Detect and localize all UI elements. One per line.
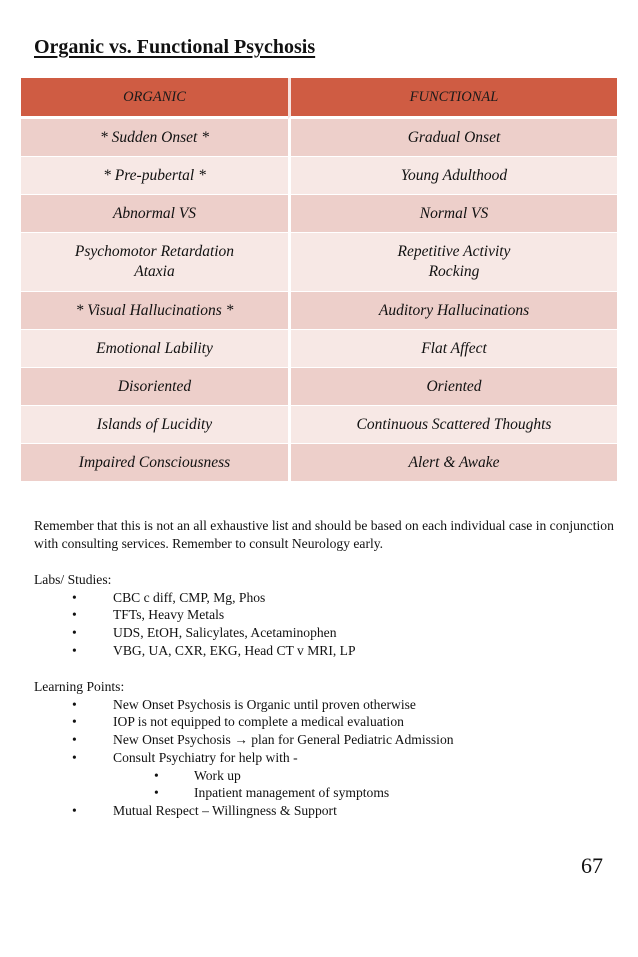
list-item-text: UDS, EtOH, Salicylates, Acetaminophen (113, 625, 337, 641)
list-item (34, 749, 454, 767)
table-header-row (21, 78, 617, 119)
table-row (21, 406, 617, 444)
functional-cell: Flat Affect (288, 330, 617, 368)
table-row (21, 368, 617, 406)
list-item (34, 713, 454, 731)
table-row (21, 444, 617, 482)
bullet-icon: • (72, 696, 77, 712)
learning-points-list-end (34, 802, 454, 820)
functional-cell: Continuous Scattered Thoughts (288, 406, 617, 444)
functional-cell: Alert & Awake (288, 444, 617, 482)
functional-cell (288, 233, 617, 292)
table-row (21, 157, 617, 195)
organic-cell: * Visual Hallucinations * (21, 292, 288, 330)
organic-cell: Impaired Consciousness (21, 444, 288, 482)
functional-cell: Oriented (288, 368, 617, 406)
list-item (34, 802, 454, 820)
list-item-text: CBC c diff, CMP, Mg, Phos (113, 589, 266, 605)
list-item-text: Mutual Respect – Willingness & Support (113, 802, 337, 818)
list-item-text: TFTs, Heavy Metals (113, 607, 225, 623)
table-row (21, 330, 617, 368)
table-row (21, 195, 617, 233)
column-header-organic: ORGANIC (21, 78, 288, 119)
list-item-text: Consult Psychiatry for help with - (113, 749, 298, 765)
list-item (34, 624, 356, 642)
list-item-text: VBG, UA, CXR, EKG, Head CT v MRI, LP (113, 642, 356, 658)
list-item (34, 784, 454, 802)
list-item (34, 767, 454, 785)
list-item (34, 696, 454, 714)
organic-cell-line: Ataxia (134, 263, 175, 280)
list-item-text: IOP is not equipped to complete a medical evaluation (113, 714, 404, 730)
organic-cell (21, 233, 288, 292)
bullet-icon: • (154, 767, 159, 783)
organic-cell: * Pre-pubertal * (21, 157, 288, 195)
bullet-icon: • (72, 642, 77, 658)
organic-cell: Emotional Lability (21, 330, 288, 368)
list-item-text: Work up (194, 767, 241, 783)
labs-heading: Labs/ Studies: (34, 572, 112, 587)
learning-points-sublist (34, 767, 454, 802)
list-item (34, 642, 356, 660)
functional-cell: Normal VS (288, 195, 617, 233)
page-title: Organic vs. Functional Psychosis (34, 36, 316, 58)
functional-cell: Young Adulthood (288, 157, 617, 195)
bullet-icon: • (72, 714, 77, 730)
table-row (21, 233, 617, 292)
list-item-text: New Onset Psychosis is Organic until proven otherwise (113, 696, 416, 712)
learning-points-heading: Learning Points: (34, 679, 125, 694)
list-item (34, 589, 356, 607)
organic-cell: * Sudden Onset * (21, 119, 288, 157)
bullet-icon: • (72, 607, 77, 623)
list-item-text: Inpatient management of symptoms (194, 785, 390, 801)
learning-points-section (34, 678, 454, 820)
functional-cell-line: Rocking (428, 263, 480, 280)
list-item (34, 731, 454, 749)
list-item (34, 606, 356, 624)
bullet-icon: • (72, 589, 77, 605)
functional-cell: Auditory Hallucinations (288, 292, 617, 330)
list-item-text: New Onset Psychosis → plan for General Pediatric Admission (113, 732, 454, 748)
bullet-icon: • (72, 802, 77, 818)
organic-cell: Islands of Lucidity (21, 406, 288, 444)
bullet-icon: • (72, 749, 77, 765)
labs-section (34, 571, 356, 660)
bullet-icon: • (72, 625, 77, 641)
table-row (21, 292, 617, 330)
functional-cell-line: Repetitive Activity (397, 243, 511, 260)
labs-list (34, 589, 356, 660)
comparison-table (21, 78, 617, 482)
functional-cell: Gradual Onset (288, 119, 617, 157)
disclaimer-note: Remember that this is not an all exhaustive list and should be based on each individual case in conjunction with consulting services. Remember to consult Neurology early. (34, 518, 614, 551)
bullet-icon: • (72, 732, 77, 748)
table-row (21, 119, 617, 157)
learning-points-list (34, 696, 454, 767)
organic-cell: Disoriented (21, 368, 288, 406)
column-header-functional: FUNCTIONAL (288, 78, 617, 119)
page-number: 67 (581, 853, 603, 878)
organic-cell: Abnormal VS (21, 195, 288, 233)
bullet-icon: • (154, 785, 159, 801)
organic-cell-line: Psychomotor Retardation (74, 243, 235, 260)
